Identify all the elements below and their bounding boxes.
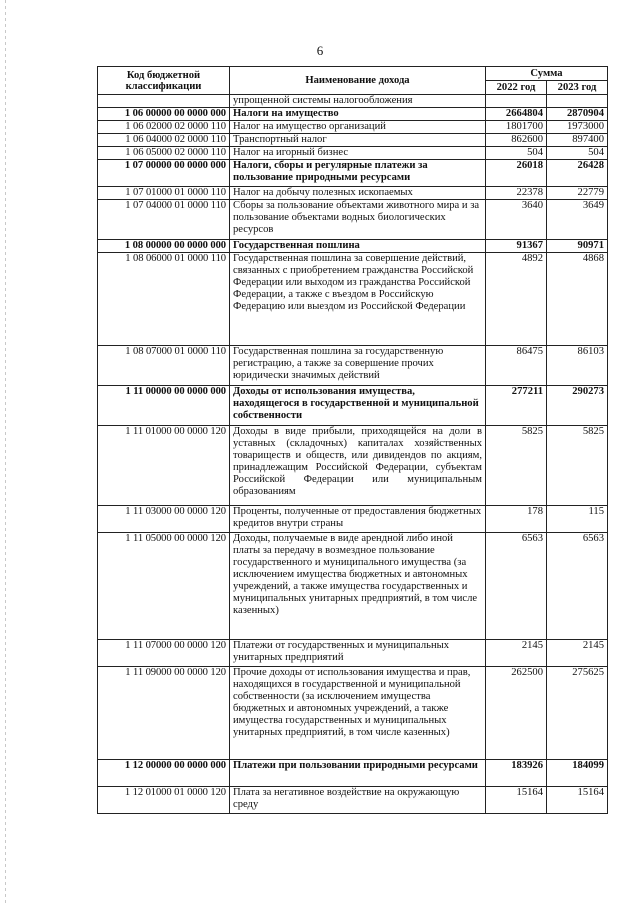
row-name: Доходы, получаемые в виде арендной либо иной платы за передачу в возмездное пользование государственного и муниципального имущества (за исключением имущества бюджетных и автономных учреждений, а также имущества государственных и муниципальных унитарных предприятий, в том числе казенных)	[230, 533, 486, 640]
row-name: Налоги, сборы и регулярные платежи за пользование природными ресурсами	[230, 160, 486, 187]
row-code: 1 08 07000 01 0000 110	[98, 346, 230, 386]
table-row	[98, 667, 608, 760]
row-amount-2023	[547, 95, 608, 108]
row-amount-2022: 262500	[486, 667, 547, 760]
table-row	[98, 760, 608, 787]
row-name: Налог на добычу полезных ископаемых	[230, 187, 486, 200]
row-name: Доходы от использования имущества, находящегося в государственной и муниципальной собственности	[230, 386, 486, 426]
row-amount-2022: 2664804	[486, 108, 547, 121]
table-row	[98, 121, 608, 134]
page-number: 6	[316, 43, 324, 58]
row-name: Государственная пошлина	[230, 240, 486, 253]
table-row	[98, 346, 608, 386]
table-row	[98, 95, 608, 108]
table-row	[98, 147, 608, 160]
row-code: 1 11 00000 00 0000 000	[98, 386, 230, 426]
row-amount-2022: 91367	[486, 240, 547, 253]
row-name: Плата за негативное воздействие на окружающую среду	[230, 787, 486, 814]
row-code: 1 08 06000 01 0000 110	[98, 253, 230, 346]
row-amount-2022: 1801700	[486, 121, 547, 134]
row-name: Налоги на имущество	[230, 108, 486, 121]
row-code: 1 06 05000 02 0000 110	[98, 147, 230, 160]
table-row	[98, 160, 608, 187]
header-year-2022: 2022 год	[486, 81, 547, 95]
row-amount-2022: 6563	[486, 533, 547, 640]
row-code: 1 11 07000 00 0000 120	[98, 640, 230, 667]
row-name: упрощенной системы налогообложения	[230, 95, 486, 108]
row-amount-2022: 862600	[486, 134, 547, 147]
row-name: Платежи при пользовании природными ресурсами	[230, 760, 486, 787]
row-amount-2022	[486, 95, 547, 108]
row-amount-2023: 184099	[547, 760, 608, 787]
row-amount-2022: 22378	[486, 187, 547, 200]
row-name: Налог на имущество организаций	[230, 121, 486, 134]
row-amount-2023: 3649	[547, 200, 608, 240]
row-code: 1 07 01000 01 0000 110	[98, 187, 230, 200]
row-name: Прочие доходы от использования имущества и прав, находящихся в государственной и муниципальной собственности (за исключением имущества бюджетных и автономных учреждений, а также имущества государственных и муниципальных унитарных предприятий, в том числе казенных)	[230, 667, 486, 760]
row-amount-2023: 6563	[547, 533, 608, 640]
row-name: Доходы в виде прибыли, приходящейся на доли в уставных (складочных) капиталах хозяйственных товариществ и обществ, или дивидендов по акциям, принадлежащим Российской Федерации, субъектам Российской Федерации или муниципальным образованиям	[230, 426, 486, 506]
row-code	[98, 95, 230, 108]
row-amount-2022: 3640	[486, 200, 547, 240]
row-amount-2022: 26018	[486, 160, 547, 187]
row-code: 1 08 00000 00 0000 000	[98, 240, 230, 253]
row-amount-2023: 1973000	[547, 121, 608, 134]
row-code: 1 11 05000 00 0000 120	[98, 533, 230, 640]
table-body	[98, 95, 608, 814]
header-name: Наименование дохода	[230, 67, 486, 95]
row-amount-2023: 26428	[547, 160, 608, 187]
row-name: Налог на игорный бизнес	[230, 147, 486, 160]
row-code: 1 11 09000 00 0000 120	[98, 667, 230, 760]
row-name: Платежи от государственных и муниципальных унитарных предприятий	[230, 640, 486, 667]
row-code: 1 06 02000 02 0000 110	[98, 121, 230, 134]
row-code: 1 12 01000 01 0000 120	[98, 787, 230, 814]
row-code: 1 07 00000 00 0000 000	[98, 160, 230, 187]
row-amount-2023: 290273	[547, 386, 608, 426]
row-amount-2023: 4868	[547, 253, 608, 346]
row-code: 1 07 04000 01 0000 110	[98, 200, 230, 240]
table-row	[98, 187, 608, 200]
row-amount-2022: 86475	[486, 346, 547, 386]
table-row	[98, 108, 608, 121]
row-code: 1 11 03000 00 0000 120	[98, 506, 230, 533]
row-amount-2023: 15164	[547, 787, 608, 814]
row-amount-2022: 2145	[486, 640, 547, 667]
row-amount-2023: 897400	[547, 134, 608, 147]
table-row	[98, 506, 608, 533]
row-name: Государственная пошлина за государственную регистрацию, а также за совершение прочих юридически значимых действий	[230, 346, 486, 386]
row-amount-2023: 2145	[547, 640, 608, 667]
table-row	[98, 787, 608, 814]
revenue-table	[97, 66, 608, 814]
row-amount-2023: 504	[547, 147, 608, 160]
header-code: Код бюджетной классификации	[98, 67, 230, 95]
row-amount-2023: 86103	[547, 346, 608, 386]
row-amount-2022: 183926	[486, 760, 547, 787]
row-amount-2023: 5825	[547, 426, 608, 506]
row-name: Проценты, полученные от предоставления бюджетных кредитов внутри страны	[230, 506, 486, 533]
row-name: Транспортный налог	[230, 134, 486, 147]
table-row	[98, 253, 608, 346]
row-name: Государственная пошлина за совершение действий, связанных с приобретением гражданства Российской Федерации или выходом из гражданства Российской Федерации, а также с въездом в Российскую Федерацию или выездом из Российской Федерации	[230, 253, 486, 346]
table-row	[98, 533, 608, 640]
row-code: 1 12 00000 00 0000 000	[98, 760, 230, 787]
header-sum: Сумма	[486, 67, 608, 81]
row-amount-2022: 15164	[486, 787, 547, 814]
row-amount-2023: 2870904	[547, 108, 608, 121]
row-amount-2022: 277211	[486, 386, 547, 426]
row-amount-2022: 4892	[486, 253, 547, 346]
row-code: 1 06 04000 02 0000 110	[98, 134, 230, 147]
row-amount-2022: 504	[486, 147, 547, 160]
row-amount-2023: 115	[547, 506, 608, 533]
table-row	[98, 240, 608, 253]
table-row	[98, 134, 608, 147]
row-amount-2023: 275625	[547, 667, 608, 760]
row-code: 1 06 00000 00 0000 000	[98, 108, 230, 121]
table-row	[98, 640, 608, 667]
header-year-2023: 2023 год	[547, 81, 608, 95]
row-name: Сборы за пользование объектами животного мира и за пользование объектами водных биологических ресурсов	[230, 200, 486, 240]
table-row	[98, 426, 608, 506]
row-code: 1 11 01000 00 0000 120	[98, 426, 230, 506]
row-amount-2022: 178	[486, 506, 547, 533]
scan-margin-line	[5, 0, 6, 905]
row-amount-2023: 90971	[547, 240, 608, 253]
table-row	[98, 386, 608, 426]
row-amount-2022: 5825	[486, 426, 547, 506]
row-amount-2023: 22779	[547, 187, 608, 200]
table-row	[98, 200, 608, 240]
